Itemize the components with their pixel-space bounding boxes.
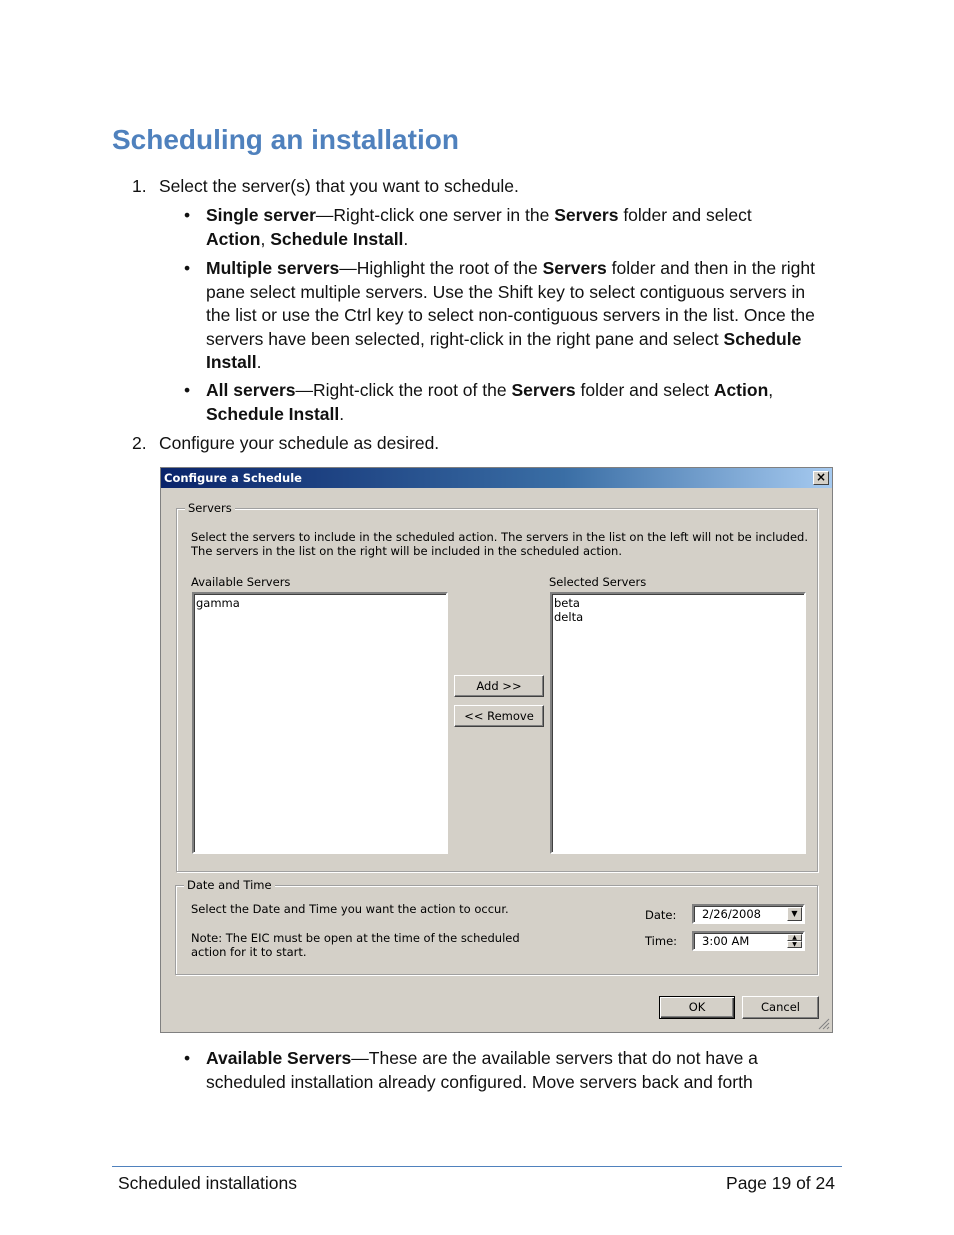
resize-grip-icon[interactable] xyxy=(818,1018,830,1030)
step-1 xyxy=(132,176,519,197)
text: —These are the available servers that do not have a scheduled installation already configured. Move servers back and forth xyxy=(206,1048,758,1092)
list-item[interactable]: beta xyxy=(554,596,580,610)
spin-up-icon[interactable]: ▲ xyxy=(787,934,802,941)
text: folder and select xyxy=(618,205,752,225)
step-2 xyxy=(132,433,439,454)
servers-description: The servers in the list on the right will be included in the scheduled action. xyxy=(191,544,623,558)
bullet-available-servers xyxy=(184,1047,824,1094)
remove-button[interactable]: << Remove xyxy=(454,705,544,727)
servers-description: Select the servers to include in the scheduled action. The servers in the list on the left will not be included. xyxy=(191,530,808,544)
date-time-note: action for it to start. xyxy=(191,945,307,959)
date-time-note: Note: The EIC must be open at the time of the scheduled xyxy=(191,931,520,945)
servers-group-label: Servers xyxy=(185,501,235,515)
text: . xyxy=(403,228,409,249)
spin-down-icon[interactable]: ▼ xyxy=(787,941,802,948)
time-label: Time: xyxy=(645,934,678,948)
text: . xyxy=(256,352,262,372)
footer-section-title: Scheduled installations xyxy=(118,1173,298,1193)
add-button[interactable]: Add >> xyxy=(454,675,544,697)
step-text: Configure your schedule as desired. xyxy=(159,433,440,453)
text: , xyxy=(260,228,271,249)
term: Servers xyxy=(554,205,619,225)
bullet-icon: • xyxy=(184,205,191,225)
term: Action xyxy=(713,380,769,400)
step-number: 2. xyxy=(132,433,147,453)
page-heading: Scheduling an installation xyxy=(112,124,459,155)
bullet-all-servers xyxy=(184,379,834,426)
time-value: 3:00 AM xyxy=(702,934,750,948)
term: Schedule Install xyxy=(206,403,340,424)
text: folder and then in the right pane select multiple servers. Use the Shift key to select contiguous servers in the list or use the Ctrl key to select non-contiguous servers in the list. Once the servers have been selected, right-click in the right pane and select xyxy=(206,258,815,349)
ok-button[interactable]: OK xyxy=(659,996,735,1019)
term: Multiple servers xyxy=(206,258,340,278)
selected-servers-list[interactable] xyxy=(550,592,806,854)
term: Available Servers xyxy=(206,1048,352,1068)
term: Schedule Install xyxy=(206,328,802,372)
date-time-group xyxy=(175,878,818,975)
term: Servers xyxy=(511,380,576,400)
text: —Right-click the root of the xyxy=(295,380,512,400)
text: —Right-click one server in the xyxy=(315,205,555,225)
bullet-multiple-servers xyxy=(184,257,829,375)
available-servers-label: Available Servers xyxy=(191,575,291,589)
step-text: Select the server(s) that you want to schedule. xyxy=(159,176,519,196)
configure-schedule-dialog xyxy=(160,467,833,1033)
dialog-titlebar[interactable] xyxy=(161,468,832,488)
text: —Highlight the root of the xyxy=(339,258,543,278)
time-spinner[interactable] xyxy=(787,934,802,948)
term: Action xyxy=(206,228,261,249)
bullet-icon: • xyxy=(184,1048,191,1068)
text: , xyxy=(768,380,774,400)
list-item[interactable]: gamma xyxy=(196,596,240,610)
date-value: 2/26/2008 xyxy=(702,907,761,921)
bullet-icon: • xyxy=(184,258,191,278)
list-item[interactable]: delta xyxy=(554,610,584,624)
time-picker[interactable] xyxy=(692,931,805,951)
term: Schedule Install xyxy=(270,228,404,249)
footer-divider xyxy=(112,1166,842,1167)
date-time-group-label: Date and Time xyxy=(184,878,275,892)
available-servers-list[interactable] xyxy=(192,592,448,854)
date-label: Date: xyxy=(645,908,677,922)
selected-servers-label: Selected Servers xyxy=(549,575,647,589)
cancel-button[interactable]: Cancel xyxy=(742,996,819,1019)
bullet-icon: • xyxy=(184,380,191,400)
step-number: 1. xyxy=(132,176,147,196)
date-picker[interactable] xyxy=(692,904,805,924)
text: folder and select xyxy=(575,380,714,400)
close-icon[interactable]: × xyxy=(813,471,829,485)
date-time-description: Select the Date and Time you want the action to occur. xyxy=(191,902,509,916)
chevron-down-icon[interactable]: ▼ xyxy=(787,907,802,921)
bullet-single-server xyxy=(184,204,834,251)
footer-page-number: Page 19 of 24 xyxy=(726,1173,835,1193)
text: . xyxy=(339,403,345,424)
term: Single server xyxy=(206,205,316,225)
term: All servers xyxy=(206,380,296,400)
dialog-title: Configure a Schedule xyxy=(164,471,302,485)
term: Servers xyxy=(542,258,607,278)
